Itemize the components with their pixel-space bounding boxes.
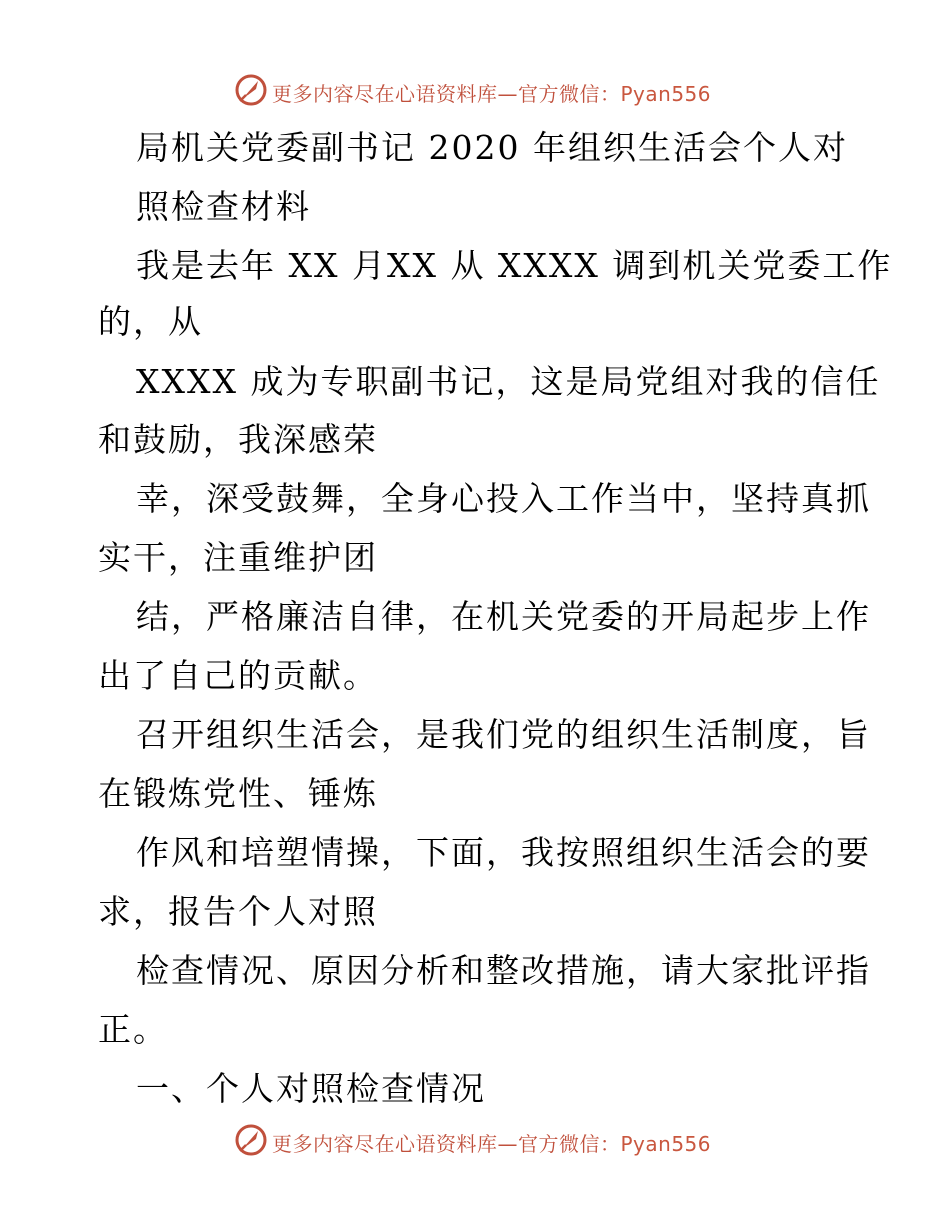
section-heading: 一、个人对照检查情况 xyxy=(136,1069,486,1108)
paragraph-line: 召开组织生活会，是我们党的组织生活制度，旨 xyxy=(136,715,871,754)
paragraph-line: 我是去年 XX 月XX 从 XXXX 调到机关党委工作 xyxy=(136,246,893,285)
paragraph-line: 实干，注重维护团 xyxy=(98,538,378,577)
paragraph-line: XXXX 成为专职副书记，这是局党组对我的信任 xyxy=(136,362,881,401)
paragraph-line: 正。 xyxy=(98,1010,168,1049)
footer-banner xyxy=(0,1120,950,1160)
paragraph-line: 求，报告个人对照 xyxy=(98,892,378,931)
paragraph-line: 的，从 xyxy=(98,302,203,341)
paragraph-line: 在锻炼党性、锤炼 xyxy=(98,774,378,813)
document-title-line-1: 局机关党委副书记 2020 年组织生活会个人对 xyxy=(136,128,848,167)
paragraph-line: 出了自己的贡献。 xyxy=(98,656,378,695)
footer-banner-account: Pyan556 xyxy=(620,1132,712,1156)
quill-logo-icon xyxy=(234,73,268,107)
paragraph-line: 幸，深受鼓舞，全身心投入工作当中，坚持真抓 xyxy=(136,479,871,518)
paragraph-line: 作风和培塑情操，下面，我按照组织生活会的要 xyxy=(136,833,871,872)
document-title-line-2: 照检查材料 xyxy=(136,187,311,226)
header-banner-account: Pyan556 xyxy=(620,82,712,106)
paragraph-line: 结，严格廉洁自律，在机关党委的开局起步上作 xyxy=(136,597,871,636)
header-banner-text: 更多内容尽在心语资料库—官方微信：Pyan556 xyxy=(272,82,712,106)
quill-logo-icon xyxy=(234,1123,268,1157)
footer-banner-text: 更多内容尽在心语资料库—官方微信：Pyan556 xyxy=(272,1132,712,1156)
paragraph-line: 和鼓励，我深感荣 xyxy=(98,420,378,459)
header-banner xyxy=(0,70,950,110)
paragraph-line: 检查情况、原因分析和整改措施，请大家批评指 xyxy=(136,951,871,990)
